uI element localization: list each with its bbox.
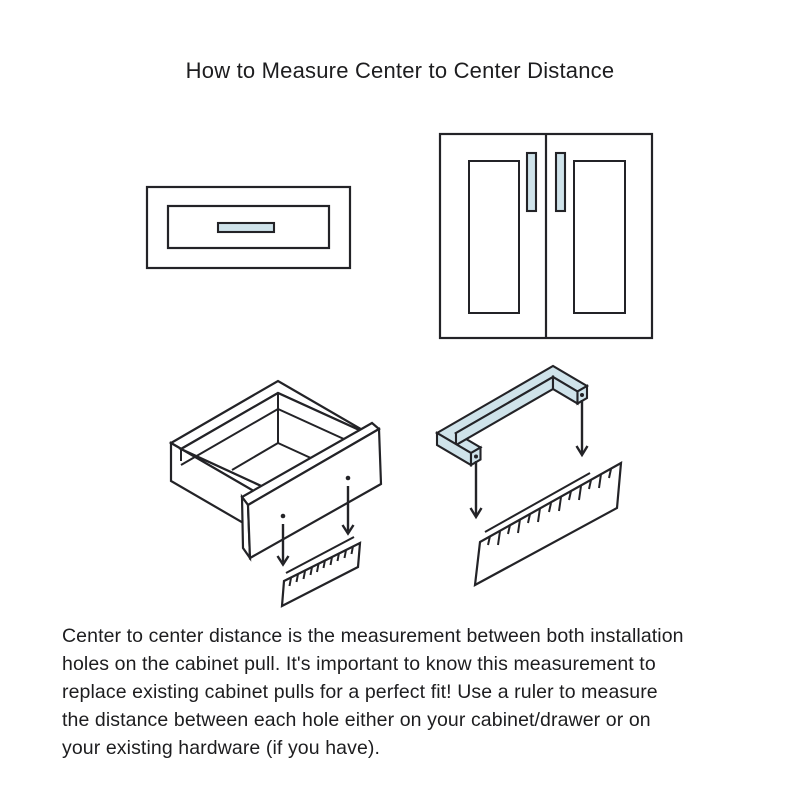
description-paragraph bbox=[62, 622, 768, 762]
cabinet-doors-illustration bbox=[438, 132, 654, 340]
page-title: How to Measure Center to Center Distance bbox=[185, 58, 615, 83]
cabinet-pull-3d bbox=[437, 366, 587, 465]
hole-dot-right bbox=[346, 476, 351, 481]
description-line: your existing hardware (if you have). bbox=[62, 737, 381, 759]
drawer-pull-icon bbox=[218, 223, 274, 232]
down-arrow-icon-left bbox=[471, 461, 482, 517]
door-pull-right-icon bbox=[556, 153, 565, 211]
ruler-icon bbox=[475, 463, 621, 585]
pull-measure-illustration bbox=[425, 358, 645, 593]
description-line: the distance between each hole either on your cabinet/drawer or on bbox=[62, 709, 651, 731]
hole-dot-right bbox=[580, 393, 584, 397]
description-line: replace existing cabinet pulls for a perfect fit! Use a ruler to measure bbox=[62, 681, 658, 703]
hole-dot-left bbox=[474, 455, 478, 459]
down-arrow-icon-right bbox=[577, 400, 588, 455]
ruler-icon bbox=[282, 537, 360, 606]
drawer-3d-illustration bbox=[132, 368, 402, 613]
description-line: holes on the cabinet pull. It's important to know this measurement to bbox=[62, 653, 656, 675]
description-line: Center to center distance is the measurement between both installation bbox=[62, 625, 684, 647]
door-pull-left-icon bbox=[527, 153, 536, 211]
hole-dot-left bbox=[281, 514, 286, 519]
drawer-front-illustration bbox=[145, 185, 352, 270]
